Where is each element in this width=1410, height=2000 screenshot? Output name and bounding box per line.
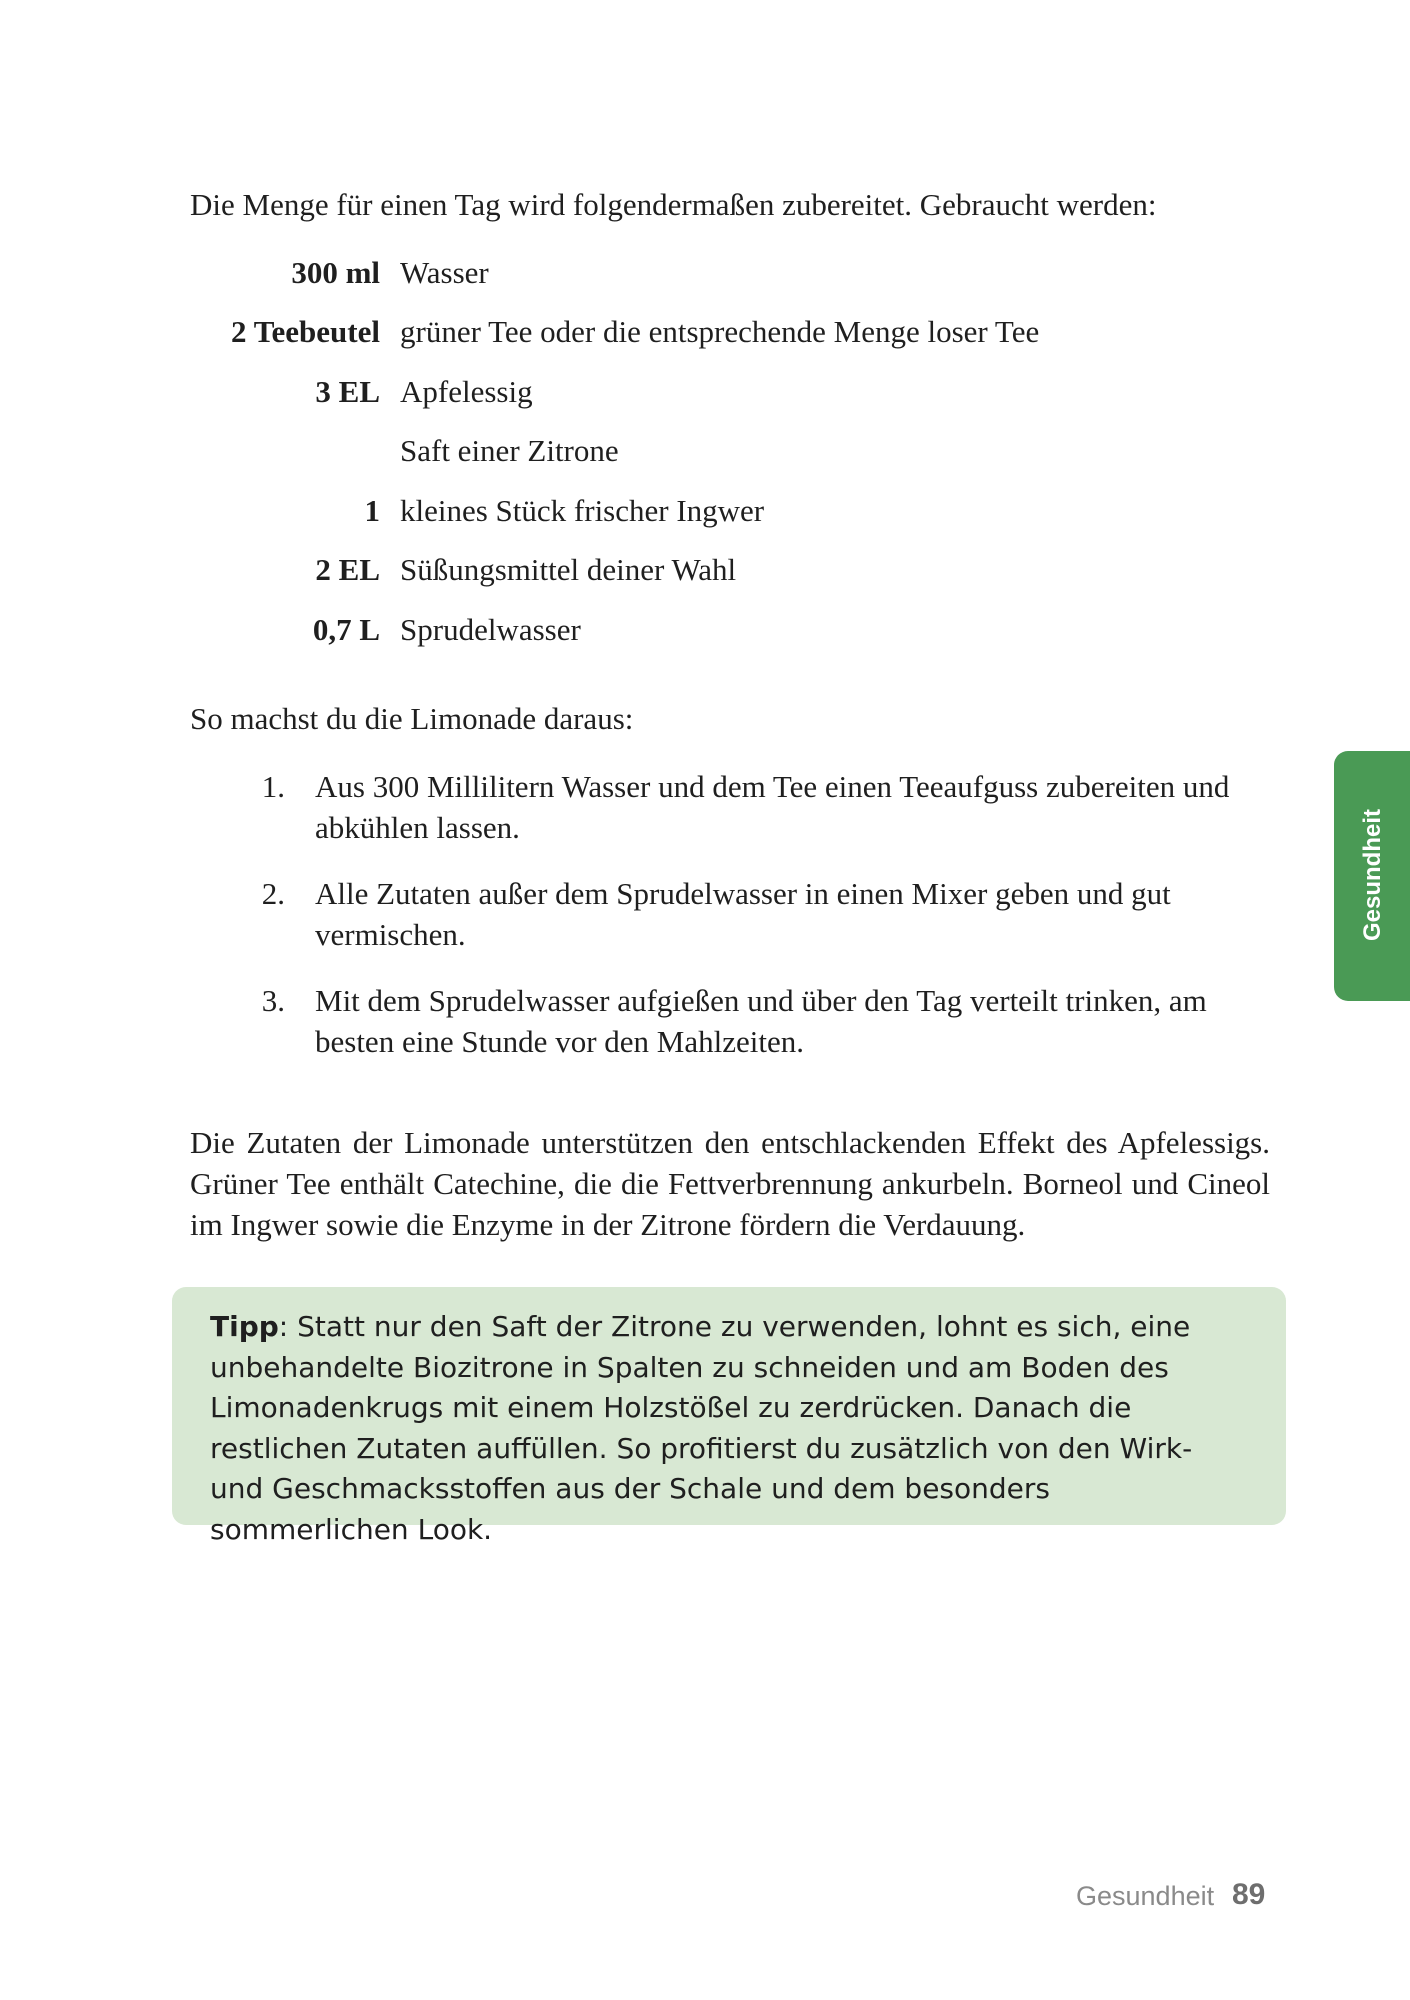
- ingredient-name: Apfelessig: [400, 374, 533, 409]
- ingredient-name: Sprudelwasser: [400, 612, 581, 647]
- step-text: Mit dem Sprudelwasser aufgießen und über den Tag verteilt trinken, am besten eine Stunde vor den Mahlzeiten.: [315, 983, 1207, 1059]
- ingredient-quantity: 300 ml: [291, 255, 380, 290]
- ingredient-row: [190, 490, 1290, 532]
- ingredient-name: Süßungsmittel deiner Wahl: [400, 552, 737, 587]
- steps-intro: So machst du die Limonade daraus:: [190, 701, 634, 736]
- section-tab-label: Gesundheit: [1359, 808, 1386, 942]
- ingredient-name: grüner Tee oder die entsprechende Menge loser Tee: [400, 314, 1040, 349]
- ingredient-quantity: 3 EL: [315, 374, 380, 409]
- step-number: 3.: [261, 983, 285, 1018]
- page-number: 89: [1232, 1878, 1266, 1911]
- ingredient-quantity: 1: [364, 493, 380, 528]
- ingredient-row: [190, 252, 1290, 294]
- ingredient-row: [190, 549, 1290, 591]
- step-text: Aus 300 Millilitern Wasser und dem Tee einen Teeaufguss zubereiten und abkühlen lassen.: [315, 769, 1230, 845]
- step-number: 2.: [261, 876, 285, 911]
- ingredient-quantity: 0,7 L: [312, 612, 380, 647]
- ingredient-row: [190, 371, 1290, 413]
- ingredient-row: [190, 311, 1290, 353]
- ingredient-name: Wasser: [400, 255, 489, 290]
- ingredient-name: kleines Stück frischer Ingwer: [400, 493, 765, 528]
- body-paragraph: Die Zutaten der Limonade unterstützen den entschlackenden Effekt des Apfelessigs. Grüner Tee enthält Catechine, die die Fettverbrennung ankurbeln. Borneol und Cineol im Ingwer sowie die Enzyme in der Zitrone fördern die Verdauung.: [190, 1125, 1270, 1242]
- ingredient-row: [190, 609, 1290, 651]
- tip-box: [172, 1287, 1286, 1546]
- footer-section-title: Gesundheit: [1076, 1881, 1215, 1911]
- ingredient-quantity: 2 Teebeutel: [231, 314, 380, 349]
- ingredient-name: Saft einer Zitrone: [400, 433, 619, 468]
- tip-text: : Statt nur den Saft der Zitrone zu verwenden, lohnt es sich, eine unbehandelte Biozitrone in Spalten zu schneiden und am Boden des Limonadenkrugs mit einem Holzstößel zu zerdrücken. Danach die restlichen Zutaten auffüllen. So profitierst du zusätzlich von den Wirk- und Geschmacksstoffen aus der Schale und dem besonders sommerlichen Look.: [210, 1310, 1193, 1546]
- step-text: Alle Zutaten außer dem Sprudelwasser in einen Mixer geben und gut vermischen.: [315, 876, 1171, 952]
- intro-text: Die Menge für einen Tag wird folgendermaßen zubereitet. Gebraucht werden:: [190, 187, 1157, 222]
- tip-label: Tipp: [210, 1310, 279, 1343]
- ingredient-row: [190, 430, 1290, 472]
- ingredient-quantity: 2 EL: [315, 552, 380, 587]
- step-number: 1.: [261, 769, 285, 804]
